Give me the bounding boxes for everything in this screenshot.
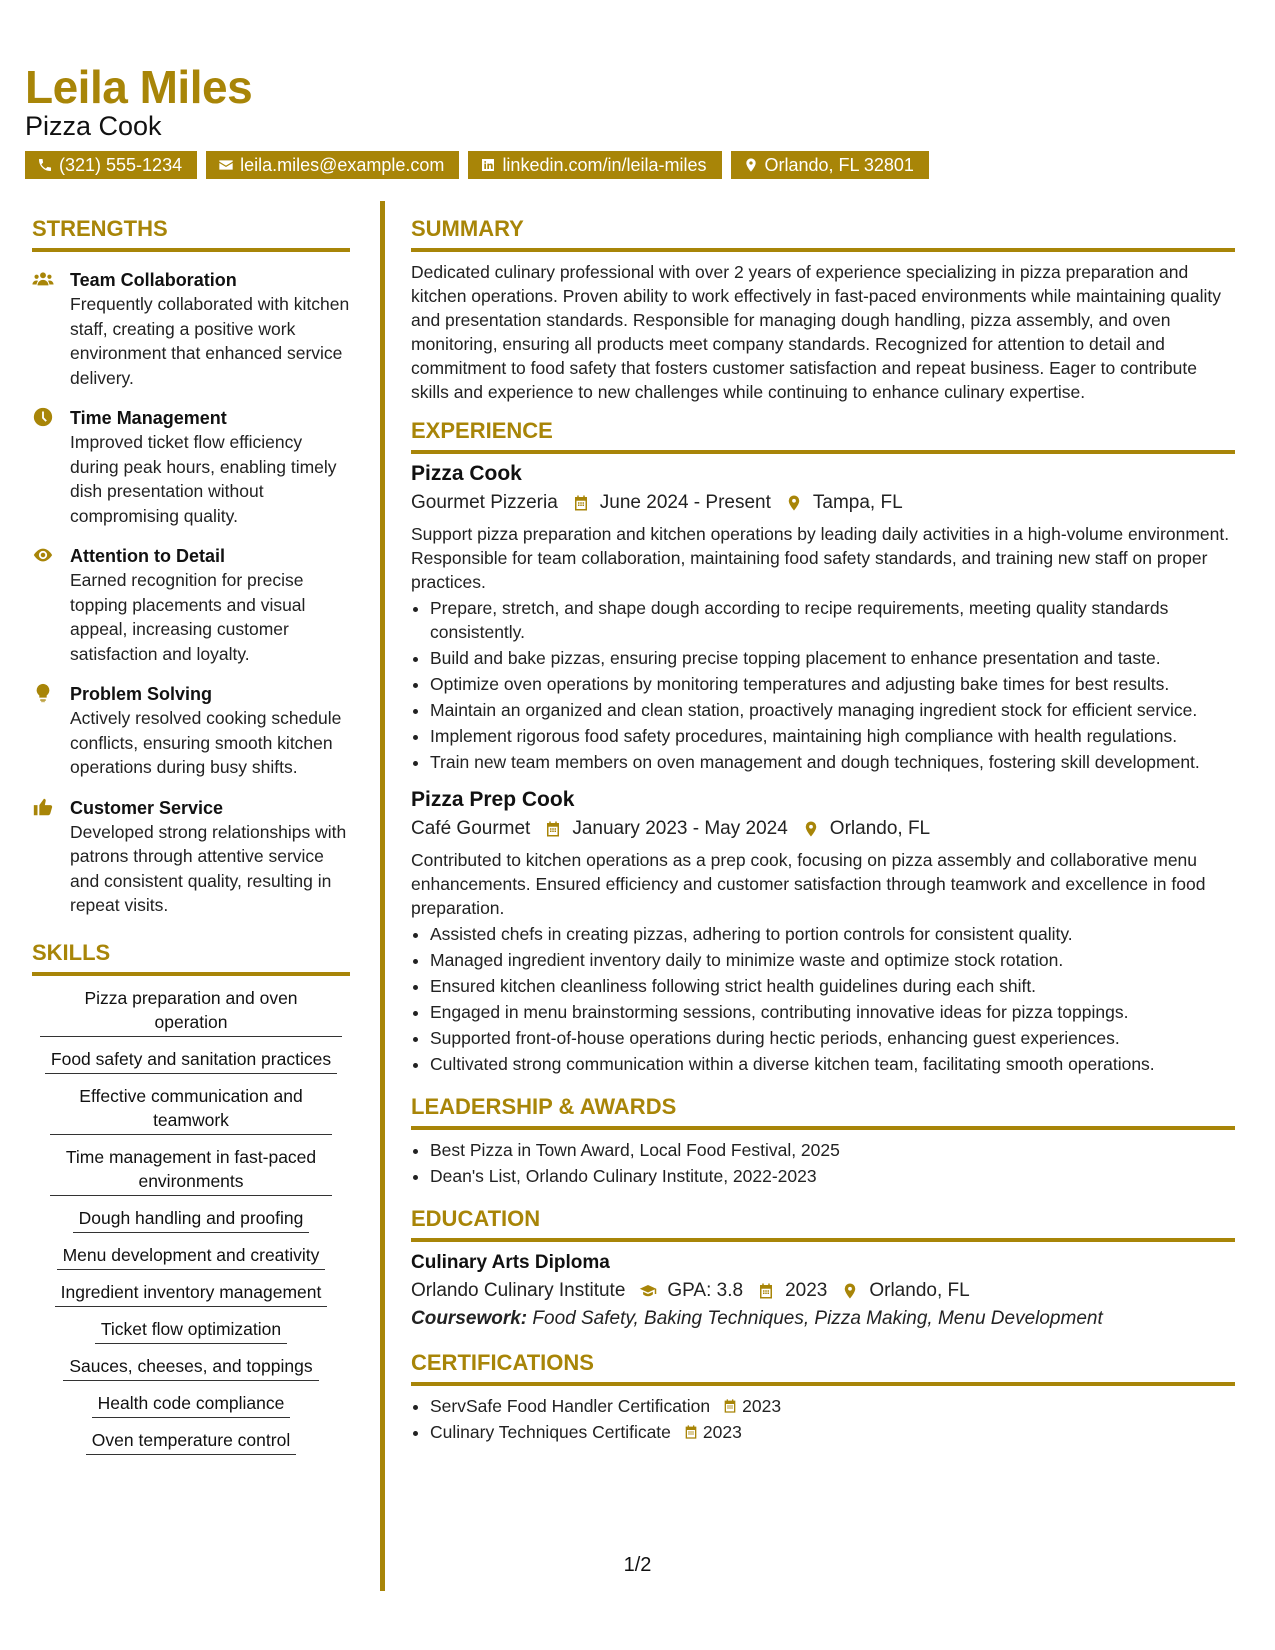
certifications-list: [411, 1394, 1235, 1444]
strength-desc: Frequently collaborated with kitchen staff, creating a positive work environment that enhanced service delivery.: [70, 294, 350, 388]
school-location: Orlando, FL: [869, 1280, 970, 1301]
job-meta: [411, 492, 1235, 514]
location-icon: [785, 494, 803, 512]
skill-label: Menu development and creativity: [57, 1243, 326, 1270]
job-title: Pizza Cook: [411, 462, 522, 485]
skill-label: Pizza preparation and oven operation: [40, 986, 342, 1037]
left-column: [32, 216, 350, 1455]
contact-location-text: Orlando, FL 32801: [764, 155, 914, 175]
strength-desc: Actively resolved cooking schedule conflicts, ensuring smooth kitchen operations during busy shifts.: [70, 708, 342, 777]
right-column: [411, 216, 1235, 1444]
summary-text: Dedicated culinary professional with over 2 years of experience specializing in pizza preparation and kitchen operations. Proven ability to work effectively in fast-paced environments while maintaining quality and presentation standards. Responsible for managing dough handling, pizza assembly, and oven monitoring, ensuring all products meet company standards. Recognized for attention to detail and commitment to food safety that fosters customer satisfaction and repeat business. Eager to contribute skills and experience to new challenges while continuing to enhance culinary expertise.: [411, 262, 1221, 402]
skill-item: [32, 1317, 350, 1344]
skill-label: Food safety and sanitation practices: [45, 1047, 337, 1074]
education-heading: EDUCATION: [411, 1206, 1235, 1242]
calendar-icon: [572, 494, 590, 512]
strengths-heading: STRENGTHS: [32, 216, 350, 252]
job-company: Café Gourmet: [411, 818, 531, 839]
linkedin-icon: [480, 157, 496, 173]
skill-item: [32, 1047, 350, 1074]
skill-label: Effective communication and teamwork: [50, 1084, 332, 1135]
users-icon: [32, 268, 54, 290]
job-location: Orlando, FL: [829, 818, 931, 839]
skill-item: [32, 1354, 350, 1381]
candidate-role: Pizza Cook: [25, 111, 162, 141]
certification-year: 2023: [702, 1422, 742, 1442]
skill-item: [32, 1428, 350, 1455]
skill-item: [32, 1243, 350, 1270]
skill-item: [32, 1280, 350, 1307]
strength-item: [32, 268, 350, 390]
job-bullets: [411, 922, 1235, 1076]
contact-linkedin[interactable]: [468, 151, 721, 179]
award-item: • Best Pizza in Town Award, Local Food Festival, 2025: [430, 1138, 1235, 1162]
skills-list: [32, 986, 350, 1455]
gpa: GPA: 3.8: [667, 1280, 744, 1301]
contact-phone-text: (321) 555-1234: [59, 155, 183, 175]
education-meta: [411, 1280, 1235, 1302]
job-description: Support pizza preparation and kitchen operations by leading daily activities in a high-volume environment. Responsible for team collaboration, maintaining food safety standards, and training new staff on proper practices.: [411, 524, 1230, 592]
skill-label: Sauces, cheeses, and toppings: [63, 1354, 318, 1381]
strength-title: Attention to Detail: [70, 546, 225, 566]
job-bullet: • Optimize oven operations by monitoring temperatures and adjusting bake times for best results.: [430, 672, 1235, 696]
skill-item: [32, 1145, 350, 1196]
job-bullets: [411, 596, 1235, 774]
school-name: Orlando Culinary Institute: [411, 1280, 626, 1301]
job-bullet: • Implement rigorous food safety procedures, maintaining high compliance with health regulations.: [430, 724, 1235, 748]
job-bullet: • Cultivated strong communication within a diverse kitchen team, facilitating smooth operations.: [430, 1052, 1235, 1076]
job-bullet: • Train new team members on oven management and dough techniques, fostering skill development.: [430, 750, 1235, 774]
skill-label: Ingredient inventory management: [55, 1280, 328, 1307]
coursework: [411, 1308, 1235, 1330]
lightbulb-icon: [32, 682, 54, 704]
coursework-text: Food Safety, Baking Techniques, Pizza Making, Menu Development: [532, 1308, 1103, 1329]
skill-item: [32, 1391, 350, 1418]
strength-desc: Developed strong relationships with patrons through attentive service and consistent quality, resulting in repeat visits.: [70, 821, 347, 915]
strength-title: Problem Solving: [70, 684, 213, 704]
calendar-icon: [722, 1398, 738, 1414]
job-title: Pizza Prep Cook: [411, 788, 575, 811]
job-dates: June 2024 - Present: [599, 492, 771, 513]
contact-location: [731, 151, 929, 179]
graduation-year: 2023: [785, 1280, 828, 1301]
job-dates: January 2023 - May 2024: [572, 818, 788, 839]
strength-item: [32, 682, 350, 780]
candidate-name: Leila Miles: [25, 61, 253, 113]
location-icon: [802, 820, 820, 838]
strength-item: [32, 406, 350, 528]
skill-label: Health code compliance: [92, 1391, 291, 1418]
skill-item: [32, 1084, 350, 1135]
job-bullet: • Supported front-of-house operations during hectic periods, enhancing guest experiences.: [430, 1026, 1235, 1050]
location-icon: [743, 157, 759, 173]
award-item: • Dean's List, Orlando Culinary Institute, 2022-2023: [430, 1164, 1235, 1188]
job-bullet: • Prepare, stretch, and shape dough according to recipe requirements, meeting quality standards consistently.: [430, 596, 1235, 644]
skill-label: Oven temperature control: [86, 1428, 296, 1455]
phone-icon: [37, 157, 53, 173]
strength-item: [32, 544, 350, 666]
job-location: Tampa, FL: [812, 492, 903, 513]
calendar-icon: [757, 1282, 775, 1300]
certification-year: 2023: [742, 1396, 782, 1416]
strength-desc: Earned recognition for precise topping placements and visual appeal, increasing customer satisfaction and loyalty.: [70, 570, 306, 664]
job-bullet: • Managed ingredient inventory daily to minimize waste and optimize stock rotation.: [430, 948, 1235, 972]
certification-name: • ServSafe Food Handler Certification: [430, 1396, 711, 1416]
job-bullet: • Assisted chefs in creating pizzas, adhering to portion controls for consistent quality.: [430, 922, 1235, 946]
certification-item: [430, 1420, 1235, 1444]
job-meta: [411, 818, 1235, 840]
skill-item: [32, 986, 350, 1037]
job-description: Contributed to kitchen operations as a prep cook, focusing on pizza assembly and collaborative menu enhancements. Ensured efficiency and customer satisfaction through teamwork and excellence in food preparation.: [411, 850, 1206, 918]
contact-bar: [25, 151, 929, 179]
experience-heading: EXPERIENCE: [411, 418, 1235, 454]
contact-phone[interactable]: [25, 151, 197, 179]
job-company: Gourmet Pizzeria: [411, 492, 558, 513]
strength-desc: Improved ticket flow efficiency during peak hours, enabling timely dish presentation without compromising quality.: [70, 432, 337, 526]
calendar-icon: [683, 1424, 699, 1440]
job-bullet: • Ensured kitchen cleanliness following strict health guidelines during each shift.: [430, 974, 1235, 998]
graduation-cap-icon: [639, 1282, 657, 1300]
certifications-heading: CERTIFICATIONS: [411, 1350, 1235, 1386]
page-number: 1/2: [623, 1554, 652, 1576]
job-bullet: • Build and bake pizzas, ensuring precise topping placement to enhance presentation and taste.: [430, 646, 1235, 670]
location-icon: [841, 1282, 859, 1300]
contact-email[interactable]: [206, 151, 459, 179]
skill-item: [32, 1206, 350, 1233]
coursework-label: Coursework:: [411, 1308, 528, 1329]
job-bullet: • Engaged in menu brainstorming sessions, contributing innovative ideas for pizza toppings.: [430, 1000, 1235, 1024]
strength-title: Customer Service: [70, 797, 224, 818]
skill-label: Ticket flow optimization: [95, 1317, 287, 1344]
skill-label: Dough handling and proofing: [73, 1206, 310, 1233]
certification-item: [430, 1394, 1235, 1418]
thumbs-up-icon: [32, 796, 54, 818]
skills-heading: SKILLS: [32, 940, 350, 976]
job-bullet: • Maintain an organized and clean station, proactively managing ingredient stock for efficient service.: [430, 698, 1235, 722]
strength-title: Team Collaboration: [70, 270, 237, 290]
awards-list: [411, 1138, 1235, 1188]
strength-title: Time Management: [70, 408, 227, 428]
contact-email-text: leila.miles@example.com: [240, 155, 445, 175]
summary-heading: SUMMARY: [411, 216, 1235, 252]
envelope-icon: [218, 157, 234, 173]
degree-title: Culinary Arts Diploma: [411, 1252, 610, 1273]
column-divider: [380, 201, 385, 1591]
eye-icon: [32, 544, 54, 566]
certification-name: • Culinary Techniques Certificate: [430, 1422, 671, 1442]
awards-heading: LEADERSHIP & AWARDS: [411, 1094, 1235, 1130]
clock-icon: [32, 406, 54, 428]
skill-label: Time management in fast-paced environments: [50, 1145, 332, 1196]
contact-linkedin-text: linkedin.com/in/leila-miles: [502, 155, 707, 175]
strength-item: [32, 796, 350, 918]
calendar-icon: [544, 820, 562, 838]
